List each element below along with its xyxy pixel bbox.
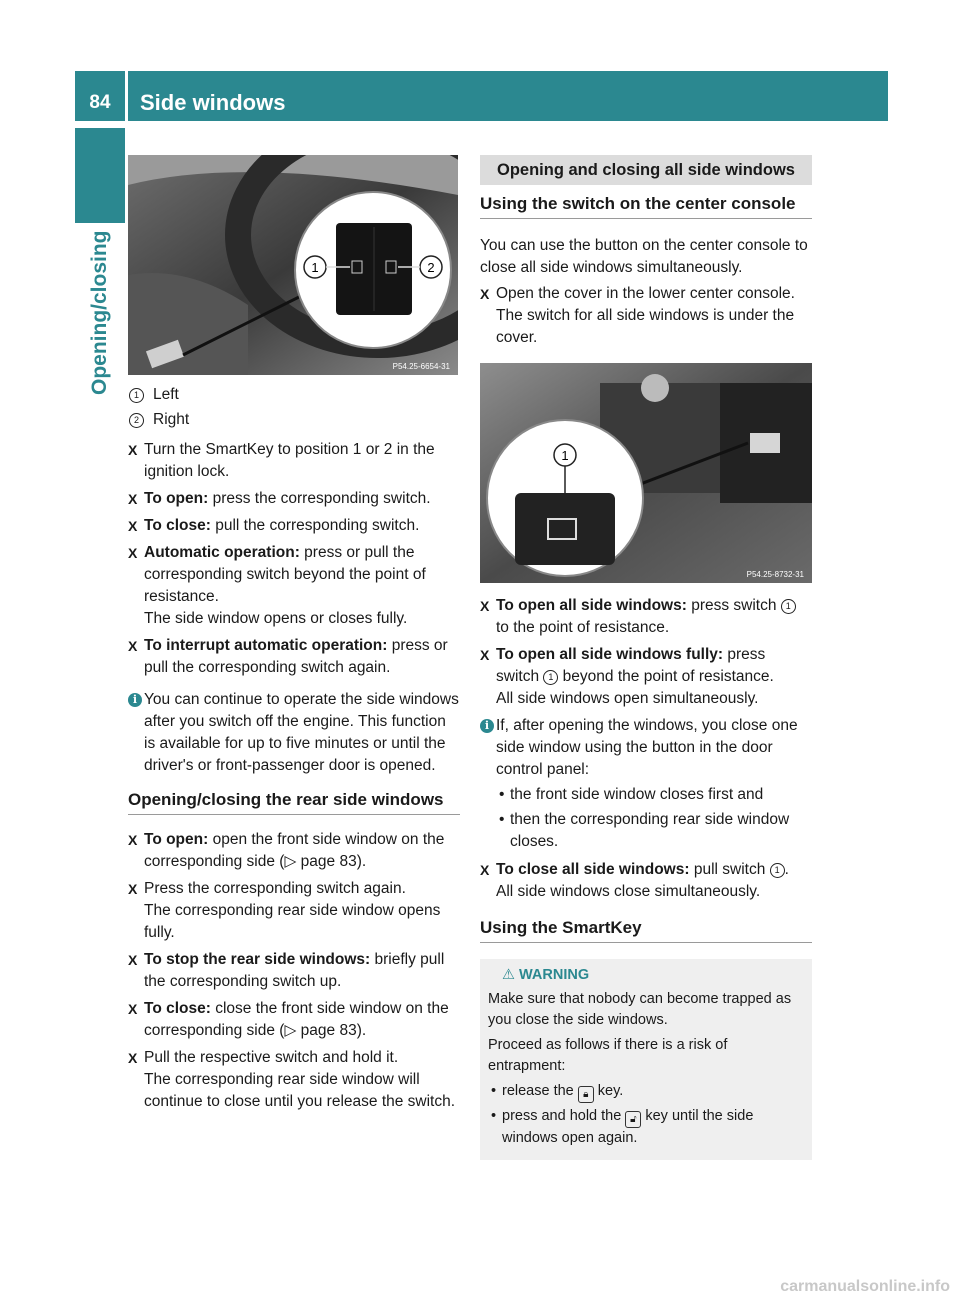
side-tab-block	[75, 128, 125, 223]
unlock-icon: 🔓︎	[625, 1111, 641, 1128]
warning-line: Proceed as follows if there is a risk of entrapment:	[488, 1037, 728, 1074]
bullet-item: • the front side window closes first and	[499, 786, 764, 803]
step-item: X Open the cover in the lower center console. The switch for all side windows is under the cover.	[480, 285, 795, 346]
door-switch-illustration	[128, 155, 458, 375]
bullet-item: • press and hold the 🔓︎ key until the side windows open again.	[491, 1108, 754, 1146]
center-console-figure	[480, 363, 812, 583]
heading-rear-windows: Opening/closing the rear side windows	[128, 789, 460, 815]
step-item: X To stop the rear side windows: briefly pull the corresponding switch up.	[128, 951, 445, 990]
step-item: X Pull the respective switch and hold it. The corresponding rear side window will continue to close until you release the switch.	[128, 1049, 456, 1110]
left-column	[128, 384, 460, 1118]
svg-text:P54.25-8732-31: P54.25-8732-31	[746, 570, 804, 579]
step-item: X To close: pull the corresponding switch.	[128, 517, 420, 534]
info-note: i You can continue to operate the side windows after you switch off the engine. This function is available for up to five minutes or until the driver's or front-passenger door is opened.	[128, 689, 460, 777]
warning-icon: ⚠	[502, 967, 520, 983]
callout-item: 1 Left	[128, 384, 460, 406]
right-column	[480, 155, 812, 1160]
heading-center-console: Using the switch on the center console	[480, 193, 812, 219]
svg-text:1: 1	[311, 260, 319, 275]
step-item: X To open: press the corresponding switch.	[128, 490, 431, 507]
step-item: X To interrupt automatic operation: press or pull the corresponding switch again.	[128, 637, 448, 676]
bullet-item: • release the 🔒︎ key.	[488, 1081, 802, 1103]
warning-line: Make sure that nobody can become trapped as you close the side windows.	[488, 991, 792, 1028]
side-tab-label: Opening/closing	[88, 230, 111, 395]
door-switch-figure	[128, 155, 458, 375]
bullet-item: • then the corresponding rear side window closes.	[499, 811, 790, 850]
step-item: X Automatic operation: press or pull the corresponding switch beyond the point of resistance. The side window opens or closes fully.	[128, 544, 426, 627]
page-number: 84	[89, 92, 111, 113]
step-item: X To close all side windows: pull switch 1 . All side windows close simultaneously.	[480, 861, 789, 900]
info-icon: i	[480, 719, 494, 733]
heading-smartkey: Using the SmartKey	[480, 917, 812, 943]
intro-text: You can use the button on the center console to close all side windows simultaneously.	[480, 237, 808, 276]
step-item: X Turn the SmartKey to position 1 or 2 in the ignition lock.	[128, 441, 435, 480]
step-item: X To open all side windows fully: press switch 1 beyond the point of resistance. All side windows open simultaneously.	[480, 646, 774, 707]
console-switch-illustration	[480, 363, 812, 583]
warning-title: ⚠ WARNING	[502, 967, 590, 983]
step-item: X To open all side windows: press switch 1 to the point of resistance.	[480, 595, 812, 639]
info-icon: i	[128, 693, 142, 707]
svg-text:1: 1	[561, 448, 569, 463]
lock-icon: 🔒︎	[578, 1086, 594, 1103]
svg-text:P54.25-6654-31: P54.25-6654-31	[392, 362, 450, 371]
page-title: Side windows	[140, 90, 286, 115]
warning-box	[480, 959, 812, 1160]
step-item: X To open: open the front side window on the corresponding side (▷ page 83).	[128, 831, 445, 870]
info-note: i If, after opening the windows, you close one side window using the button in the door control panel: • the front side window closes first and • then the corresponding rear side window closes.	[480, 715, 812, 853]
callout-item: 2 Right	[128, 409, 460, 431]
svg-text:2: 2	[427, 260, 435, 275]
watermark: carmanualsonline.info	[780, 1278, 950, 1295]
section-title: Opening and closing all side windows	[480, 155, 812, 185]
step-item: X Press the corresponding switch again. The corresponding rear side window opens fully.	[128, 880, 441, 941]
step-item: X To close: close the front side window on the corresponding side (▷ page 83).	[128, 1000, 449, 1039]
